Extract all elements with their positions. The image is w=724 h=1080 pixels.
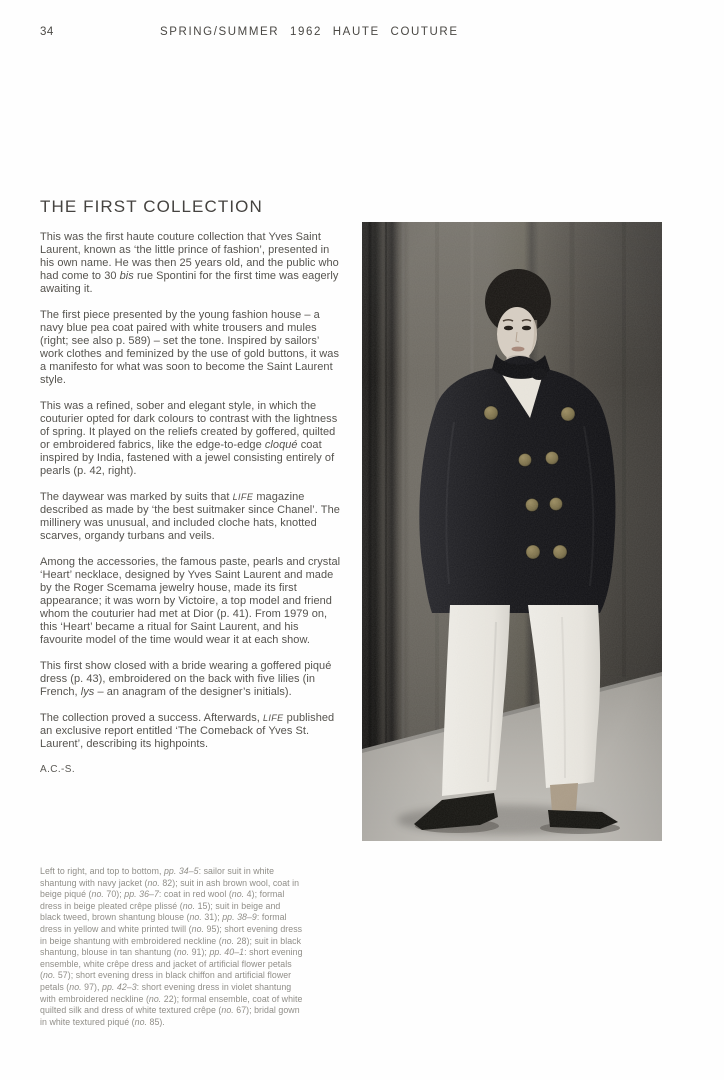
running-header: SPRING/SUMMER 1962 HAUTE COUTURE — [160, 26, 459, 38]
article-paragraph: The first piece presented by the young fashion house – a navy blue pea coat paired with white trousers and mules (right; see also p. 589) – set the tone. Inspired by sailors’ work clothes and feminized by the use of gold buttons, it was a manifesto for what was soon to become the Saint Laurent style. — [40, 309, 339, 386]
article-paragraph: This was a refined, sober and elegant style, in which the couturier opted for dark colours to contrast with the lightness of spring. It played on the reliefs created by goffered, quilted or embroidered fabrics, like the edge-to-edge cloqué coat inspired by India, fastened with a jewel consisting entirely of pearls (p. 42, right). — [40, 400, 338, 477]
plate-caption: Left to right, and top to bottom, pp. 34–5: sailor suit in white shantung with navy jacket (no. 82); suit in ash brown wool, coat in beige piqué (no. 70); pp. 36–7: coat in red wool (no. 4); formal dress in beige pleated crêpe plissé (no. 15); suit in beige and black tweed, brown shantung blouse (no. 31); pp. 38–9: formal dress in yellow and white printed twill (no. 95); short evening dress in beige shantung with embroidered neckline (no. 28); suit in black shantung, blouse in tan shantung (no. 91); pp. 40–1: short evening ensemble, white crêpe dress and jacket of artificial flower petals (no. 57); short evening dress in black chiffon and artificial flower petals (no. 97), pp. 42–3: short evening dress in violet shantung with embroidered neckline (no. 22); formal ensemble, coat of white quilted silk and dress of white textured crêpe (no. 67); bridal gown in white textured piqué (no. 85). — [40, 866, 303, 1027]
article-paragraph: This first show closed with a bride wearing a goffered piqué dress (p. 43), embroidered on the back with five lilies (in French, lys – an anagram of the designer’s initials). — [40, 660, 332, 698]
article-title: THE FIRST COLLECTION — [40, 197, 263, 216]
article-paragraph: Among the accessories, the famous paste, pearls and crystal ‘Heart’ necklace, designed by Yves Saint Laurent and made by the Roger Scemama jewelry house, made its first appearance; it was worn by Victoire, a top model and friend whom the couturier had met at Dior (p. 41). From 1979 on, this ‘Heart’ became a ritual for Saint Laurent, and his favourite model of the time would wear it at each show. — [40, 556, 341, 646]
article-paragraph: The collection proved a success. Afterwards, LIFE published an exclusive report entitled ‘The Comeback of Yves St. Laurent’, describing its highpoints. — [40, 712, 335, 750]
collection-photo — [362, 222, 662, 841]
article-column — [40, 197, 344, 775]
article-paragraph: This was the first haute couture collection that Yves Saint Laurent, known as ‘the little prince of fashion’, presented in his own name. He was then 25 years old, and the public who had come to 30 bis rue Spontini for the first time was eagerly awaiting it. — [40, 231, 339, 295]
page-number: 34 — [40, 26, 54, 38]
article-paragraph: The daywear was marked by suits that LIFE magazine described as made by ‘the best suitmaker since Chanel’. The millinery was unusual, and included cloche hats, knotted scarves, organdy turbans and veils. — [40, 491, 340, 542]
author-initials: A.C.-S. — [40, 764, 76, 775]
